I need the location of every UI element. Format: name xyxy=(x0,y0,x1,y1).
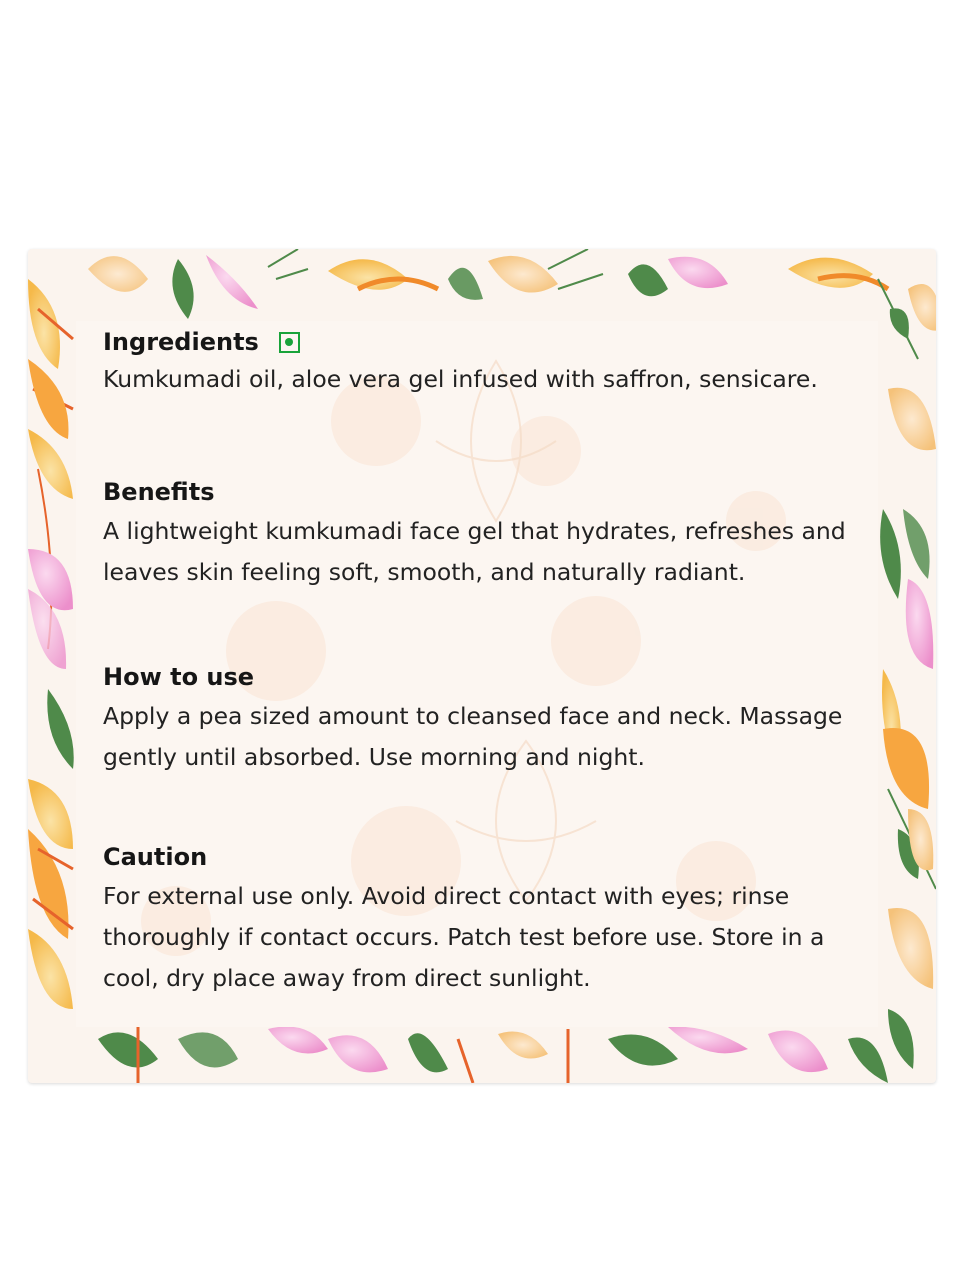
ingredients-text: Kumkumadi oil, aloe vera gel infused with saffron, sensicare. xyxy=(103,365,818,393)
benefits-title: Benefits xyxy=(103,478,215,506)
ingredients-title: Ingredients xyxy=(103,328,259,356)
product-box-side xyxy=(28,249,936,1083)
caution-section xyxy=(103,842,863,999)
how-to-use-text: Apply a pea sized amount to cleansed face and neck. Massage gently until absorbed. Use morning and night. xyxy=(103,702,843,771)
veg-mark-icon xyxy=(279,332,300,353)
benefits-text: A lightweight kumkumadi face gel that hydrates, refreshes and leaves skin feeling soft, smooth, and naturally radiant. xyxy=(103,517,846,586)
caution-text: For external use only. Avoid direct contact with eyes; rinse thoroughly if contact occurs. Patch test before use. Store in a cool, dry place away from direct sunlight. xyxy=(103,882,825,992)
text-panel xyxy=(76,321,878,1027)
caution-title: Caution xyxy=(103,843,208,871)
how-to-use-title: How to use xyxy=(103,663,255,691)
benefits-section xyxy=(103,477,863,593)
ingredients-heading xyxy=(103,327,863,357)
ingredients-section xyxy=(103,327,863,400)
how-to-use-section xyxy=(103,662,863,778)
